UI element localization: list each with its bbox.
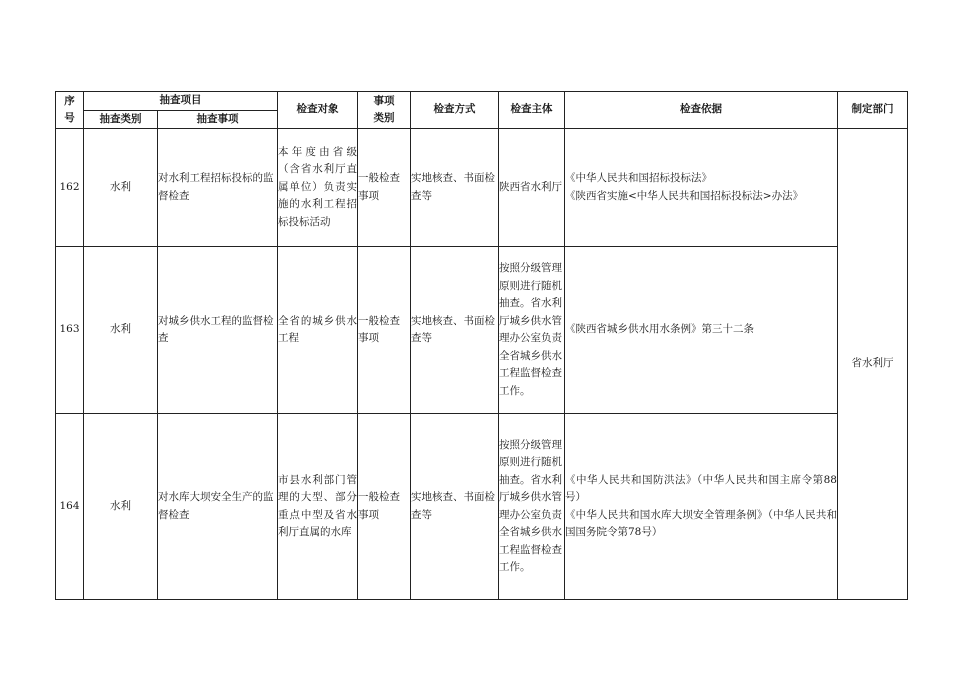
- row-matter: 对城乡供水工程的监督检查: [158, 247, 278, 414]
- row-method: 实地核查、书面检查等: [411, 129, 499, 247]
- row-object: 全省的城乡供水工程: [278, 247, 358, 414]
- row-basis: [565, 129, 838, 247]
- basis-line: 《陕西省实施<中华人民共和国招标投标法>办法》: [565, 189, 804, 202]
- header-subject: 检查主体: [499, 92, 565, 129]
- header-row-1: [56, 92, 908, 111]
- header-item-group: 抽查项目: [84, 92, 278, 111]
- row-seq: 162: [56, 129, 84, 247]
- row-category: 水利: [84, 247, 158, 414]
- row-basis: [565, 414, 838, 600]
- row-seq: 163: [56, 247, 84, 414]
- row-subject: 按照分级管理原则进行随机抽查。省水利厅城乡供水管理办公室负责全省城乡供水工程监督检查工作。: [499, 247, 565, 414]
- row-method: 实地核查、书面检查等: [411, 247, 499, 414]
- header-seq: 序号: [56, 92, 84, 129]
- row-object: 本年度由省级（含省水利厅直属单位）负责实施的水利工程招标投标活动: [278, 129, 358, 247]
- row-method: 实地核查、书面检查等: [411, 414, 499, 600]
- table-row: [56, 247, 908, 414]
- header-object: 检查对象: [278, 92, 358, 129]
- basis-line: 《中华人民共和国招标投标法》: [565, 172, 712, 184]
- row-seq: 164: [56, 414, 84, 600]
- header-type: 事项类别: [358, 92, 411, 129]
- row-type: 一般检查事项: [358, 414, 411, 600]
- row-category: 水利: [84, 129, 158, 247]
- basis-line: 《中华人民共和国防洪法》（中华人民共和国主席令第88号）: [565, 473, 837, 503]
- table-row: [56, 129, 908, 247]
- header-department: 制定部门: [838, 92, 908, 129]
- row-object: 市县水利部门管理的大型、部分重点中型及省水利厅直属的水库: [278, 414, 358, 600]
- header-basis: 检查依据: [565, 92, 838, 129]
- header-matter: 抽查事项: [158, 110, 278, 129]
- row-type: 一般检查事项: [358, 129, 411, 247]
- row-matter: 对水利工程招标投标的监督检查: [158, 129, 278, 247]
- header-method: 检查方式: [411, 92, 499, 129]
- row-type: 一般检查事项: [358, 247, 411, 414]
- basis-line: 《中华人民共和国水库大坝安全管理条例》（中华人民共和国国务院令第78号）: [565, 508, 837, 538]
- row-department: 省水利厅: [838, 129, 908, 600]
- row-subject: 按照分级管理原则进行随机抽查。省水利厅城乡供水管理办公室负责全省城乡供水工程监督检查工作。: [499, 414, 565, 600]
- header-category: 抽查类别: [84, 110, 158, 129]
- inspection-table: [55, 91, 908, 600]
- row-matter: 对水库大坝安全生产的监督检查: [158, 414, 278, 600]
- row-basis: [565, 247, 838, 414]
- table-row: [56, 414, 908, 600]
- row-subject: 陕西省水利厅: [499, 129, 565, 247]
- row-category: 水利: [84, 414, 158, 600]
- basis-line: 《陕西省城乡供水用水条例》第三十二条: [565, 323, 754, 336]
